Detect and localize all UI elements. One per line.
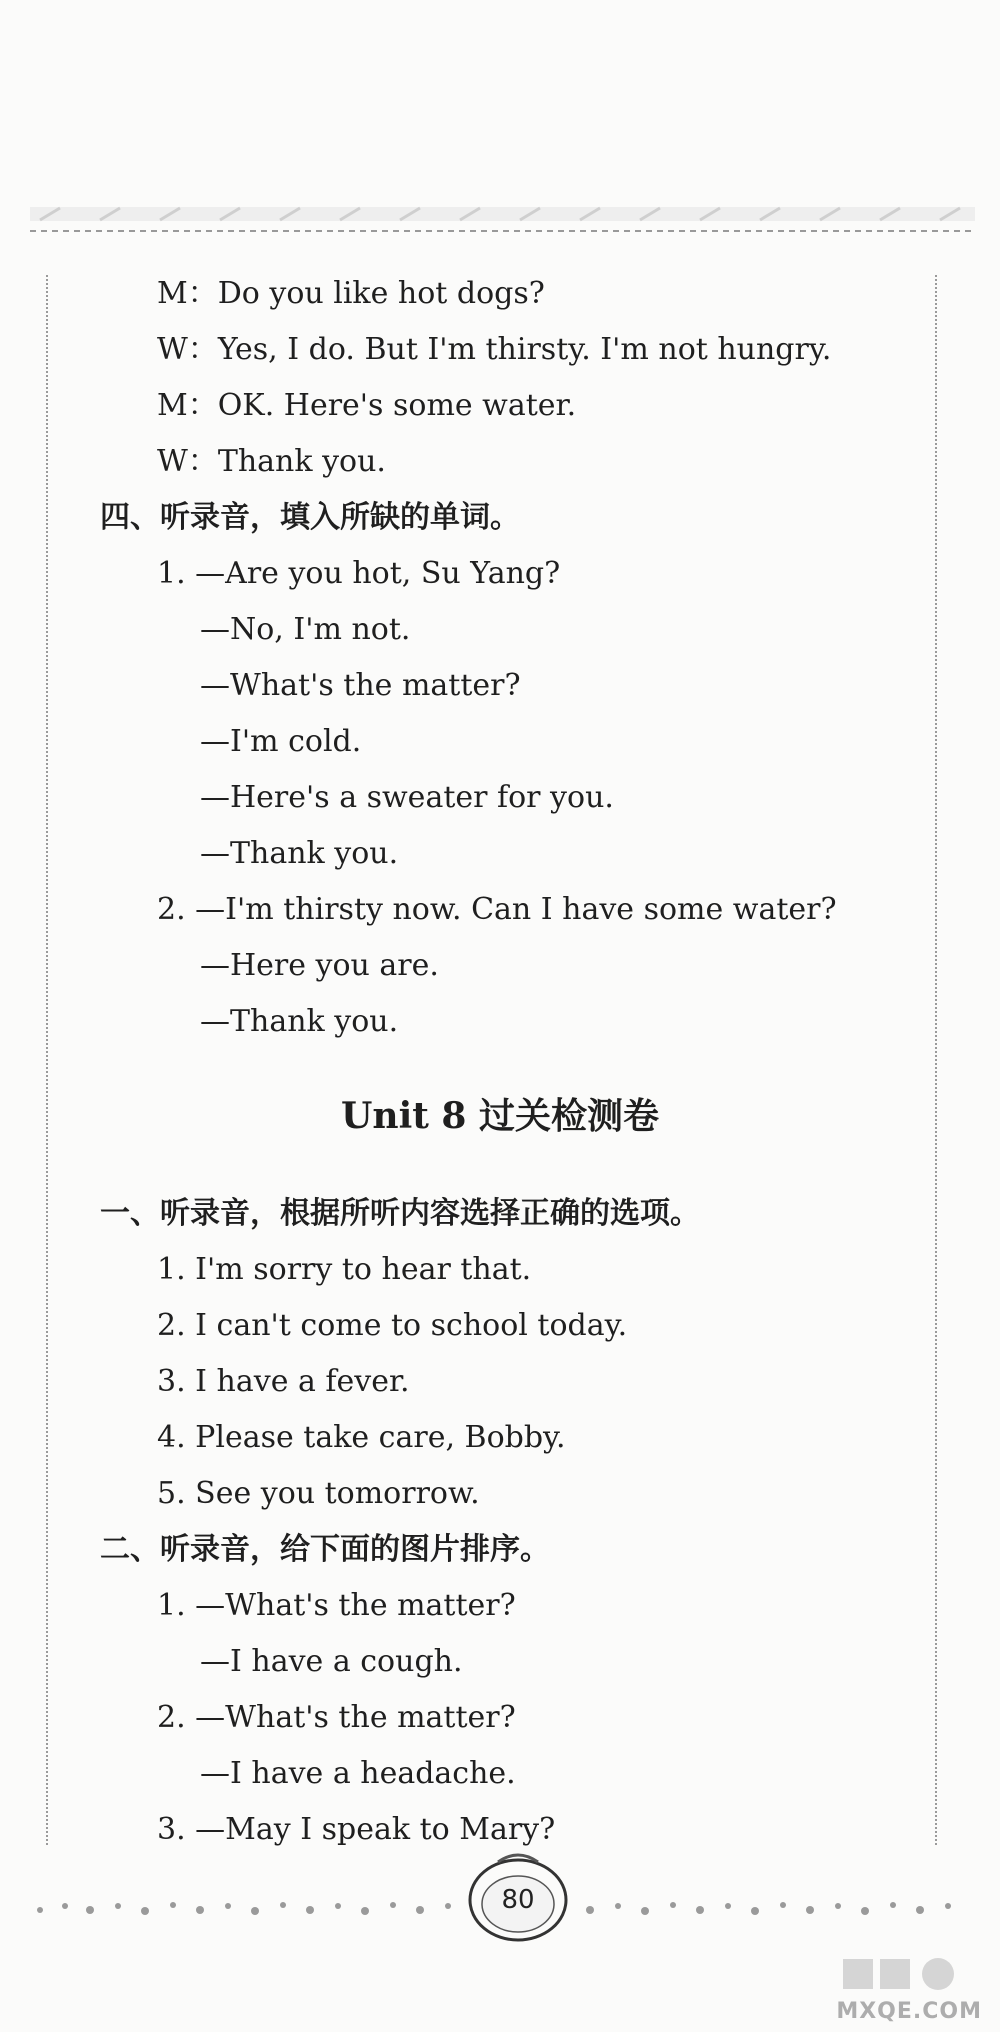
section-heading: 四、听录音，填入所缺的单词。: [100, 500, 520, 535]
dialogue-line: —I have a cough.: [200, 1644, 463, 1679]
dialogue-line: —What's the matter?: [200, 668, 521, 703]
list-item: 4. Please take care, Bobby.: [157, 1420, 566, 1455]
dialogue-line: —Thank you.: [200, 836, 399, 871]
right-dotted-border: [935, 275, 937, 1845]
list-item: 3. I have a fever.: [157, 1364, 410, 1399]
dialogue-line: 1. —Are you hot, Su Yang?: [157, 556, 561, 591]
dialogue-line: —I have a headache.: [200, 1756, 516, 1791]
top-decorative-band: [30, 205, 975, 235]
dialogue-line: —No, I'm not.: [200, 612, 411, 647]
dialogue-line: —Here you are.: [200, 948, 439, 983]
dialogue-line: M：OK. Here's some water.: [157, 388, 577, 423]
list-item: 1. I'm sorry to hear that.: [157, 1252, 532, 1287]
dialogue-line: —I'm cold.: [200, 724, 362, 759]
unit-title: Unit 8 过关检测卷: [341, 1095, 659, 1137]
list-item: 2. I can't come to school today.: [157, 1308, 628, 1343]
dialogue-line: W：Thank you.: [157, 444, 386, 479]
watermark-text: MXQE.COM: [836, 1999, 982, 2024]
page-number: 80: [501, 1885, 535, 1915]
dialogue-line: W：Yes, I do. But I'm thirsty. I'm not hungry.: [157, 332, 832, 367]
list-item: 5. See you tomorrow.: [157, 1476, 480, 1511]
dialogue-line: —Here's a sweater for you.: [200, 780, 614, 815]
section-heading: 一、听录音，根据所听内容选择正确的选项。: [100, 1196, 700, 1231]
dialogue-line: 2. —What's the matter?: [157, 1700, 516, 1735]
left-dotted-border: [46, 275, 48, 1845]
dialogue-line: 2. —I'm thirsty now. Can I have some water?: [157, 892, 837, 927]
dialogue-line: M：Do you like hot dogs?: [157, 276, 545, 311]
dialogue-line: 3. —May I speak to Mary?: [157, 1812, 556, 1847]
dialogue-line: 1. —What's the matter?: [157, 1588, 516, 1623]
dialogue-line: —Thank you.: [200, 1004, 399, 1039]
section-heading: 二、听录音，给下面的图片排序。: [100, 1532, 550, 1567]
